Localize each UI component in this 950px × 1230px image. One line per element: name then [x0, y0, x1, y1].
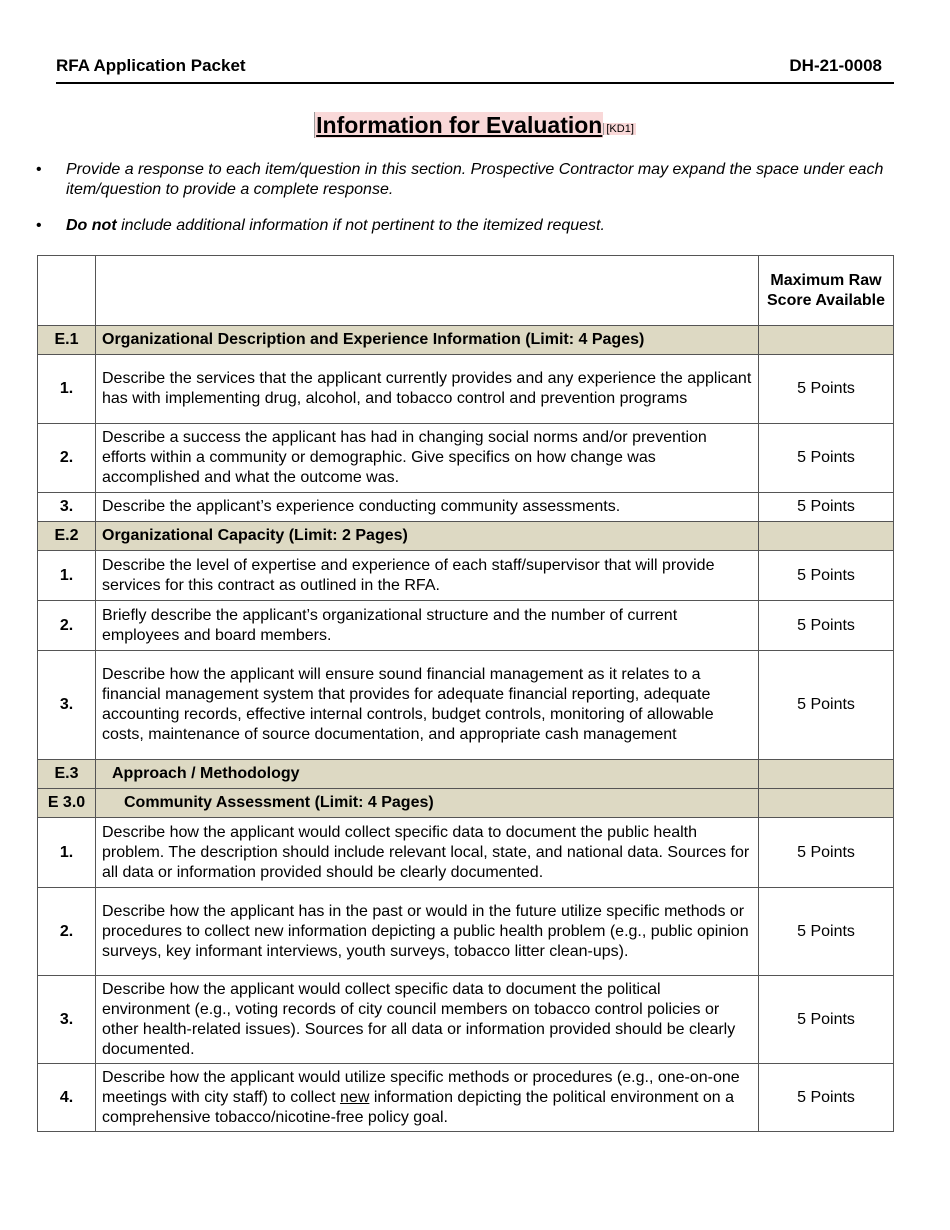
item-points: 5 Points — [759, 1064, 894, 1132]
comment-marker[interactable]: [KD1] — [603, 123, 636, 135]
item-description: Describe how the applicant will ensure sound financial management as it relates to a financial management system that provides for adequate financial reporting, adequate accounting records, effective internal controls, budget controls, monitoring of allowable costs, maintenance of source documentation, and appropriate cash management — [96, 651, 759, 760]
item-points: 5 Points — [759, 355, 894, 424]
table-row — [38, 651, 894, 760]
item-description: Describe the level of expertise and experience of each staff/supervisor that will provide services for this contract as outlined in the RFA. — [96, 551, 759, 601]
section-id: E.3 — [38, 760, 96, 789]
item-description-part: Describe how the applicant would utilize specific methods or procedures (e.g., one-on-one meetings with city staff) to collect — [102, 1068, 740, 1106]
item-description-underlined: new — [340, 1088, 370, 1106]
item-number: 2. — [38, 424, 96, 493]
section-score-cell — [759, 760, 894, 789]
instruction-item — [36, 160, 916, 200]
section-row — [38, 522, 894, 551]
item-number: 4. — [38, 1064, 96, 1132]
table-row — [38, 976, 894, 1064]
instruction-text: include additional information if not pertinent to the itemized request. — [116, 217, 605, 234]
table-row — [38, 424, 894, 493]
page-title — [0, 110, 950, 140]
item-points: 5 Points — [759, 888, 894, 976]
item-points: 5 Points — [759, 493, 894, 522]
item-description: Describe how the applicant would collect specific data to document the political environment (e.g., voting records of city council members on tobacco control policies or other health-related issues). Sources for all data or information provided should be clearly documented. — [96, 976, 759, 1064]
item-points: 5 Points — [759, 601, 894, 651]
section-title: Community Assessment (Limit: 4 Pages) — [96, 789, 759, 818]
item-number: 1. — [38, 818, 96, 888]
item-number: 3. — [38, 651, 96, 760]
section-id: E.1 — [38, 326, 96, 355]
section-title: Approach / Methodology — [96, 760, 759, 789]
item-number: 1. — [38, 551, 96, 601]
item-description-part: information depicting the political environment on a comprehensive tobacco/nicotine-free policy goal. — [102, 1088, 735, 1126]
instruction-emphasis: Do not — [66, 217, 117, 234]
table-row — [38, 818, 894, 888]
item-description: Describe a success the applicant has had in changing social norms and/or prevention efforts within a community or demographic. Give specifics on how change was accomplished and what the outcome was. — [96, 424, 759, 493]
section-score-cell — [759, 789, 894, 818]
section-row — [38, 326, 894, 355]
table-header-row — [38, 256, 894, 326]
item-points: 5 Points — [759, 976, 894, 1064]
item-points: 5 Points — [759, 551, 894, 601]
item-number: 1. — [38, 355, 96, 424]
table-row — [38, 493, 894, 522]
instruction-item — [36, 216, 916, 236]
item-description: Briefly describe the applicant’s organizational structure and the number of current employees and board members. — [96, 601, 759, 651]
item-points: 5 Points — [759, 818, 894, 888]
item-description: Describe the services that the applicant currently provides and any experience the applicant has with implementing drug, alcohol, and tobacco control and prevention programs — [96, 355, 759, 424]
item-points: 5 Points — [759, 651, 894, 760]
item-description — [96, 1064, 759, 1132]
header-cell-empty — [96, 256, 759, 326]
table-row — [38, 355, 894, 424]
table-row — [38, 888, 894, 976]
item-number: 3. — [38, 493, 96, 522]
instruction-text: Provide a response to each item/question in this section. Prospective Contractor may expand the space under each item/question to provide a complete response. — [66, 161, 884, 198]
item-description: Describe how the applicant has in the past or would in the future utilize specific methods or procedures to collect new information depicting a public health problem (e.g., public opinion surveys, key informant interviews, youth surveys, tobacco litter clean-ups). — [96, 888, 759, 976]
section-score-cell — [759, 522, 894, 551]
section-title: Organizational Capacity (Limit: 2 Pages) — [96, 522, 759, 551]
section-id: E 3.0 — [38, 789, 96, 818]
section-title: Organizational Description and Experience Information (Limit: 4 Pages) — [96, 326, 759, 355]
section-score-cell — [759, 326, 894, 355]
table-row — [38, 601, 894, 651]
page-title-text: Information for Evaluation — [316, 112, 603, 138]
section-row — [38, 760, 894, 789]
item-number: 2. — [38, 601, 96, 651]
item-number: 3. — [38, 976, 96, 1064]
table-row — [38, 551, 894, 601]
instruction-list — [36, 160, 916, 252]
max-score-header: Maximum Raw Score Available — [759, 256, 894, 326]
table-row — [38, 1064, 894, 1132]
document-number: DH-21-0008 — [789, 56, 882, 75]
page-header — [56, 56, 894, 84]
packet-title: RFA Application Packet — [56, 56, 246, 75]
section-row — [38, 789, 894, 818]
header-cell-empty — [38, 256, 96, 326]
item-description: Describe how the applicant would collect specific data to document the public health problem. The description should include relevant local, state, and national data. Sources for all data or information provided should be clearly documented. — [96, 818, 759, 888]
item-description: Describe the applicant’s experience conducting community assessments. — [96, 493, 759, 522]
item-points: 5 Points — [759, 424, 894, 493]
evaluation-table — [37, 255, 894, 1132]
item-number: 2. — [38, 888, 96, 976]
section-id: E.2 — [38, 522, 96, 551]
